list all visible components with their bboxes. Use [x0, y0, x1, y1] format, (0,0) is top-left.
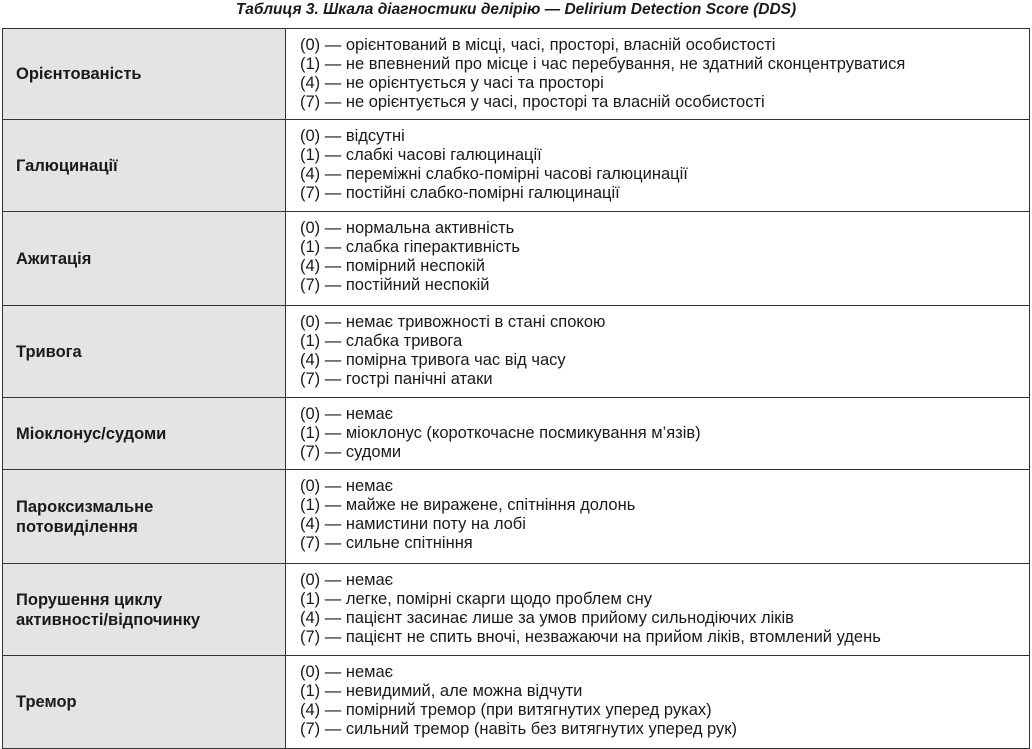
score-option: (0) — відсутні: [300, 127, 405, 145]
score-option: (1) — майже не виражене, спітніння долонь: [300, 496, 636, 514]
criterion-label: Тривога: [16, 342, 82, 361]
score-option: (0) — немає: [300, 571, 394, 589]
options-cell: [286, 564, 1030, 656]
table-row-sweating: [3, 470, 1030, 564]
score-option: (4) — не орієнтується у часі та просторі: [300, 74, 604, 92]
criterion-cell: [3, 656, 286, 749]
score-option: (0) — немає: [300, 663, 394, 681]
options-cell: [286, 306, 1030, 398]
score-option: (7) — сильний тремор (навіть без витягнутих уперед рук): [300, 720, 738, 738]
criterion-label: Орієнтованість: [16, 65, 142, 83]
options-cell: [286, 398, 1030, 470]
criterion-cell: [3, 306, 286, 398]
score-option: (0) — немає тривожності в стані спокою: [300, 313, 606, 331]
options-cell: [286, 212, 1030, 306]
options-cell: [286, 120, 1030, 212]
score-option: (7) — сильне спітніння: [300, 534, 473, 552]
criterion-label: Пароксизмальне потовиділення: [16, 497, 154, 536]
score-option: (7) — пацієнт не спить вночі, незважаючи на прийом ліків, втомлений удень: [300, 628, 881, 646]
criterion-label: Порушення циклу активності/відпочинку: [16, 590, 201, 629]
score-option: (7) — не орієнтується у часі, просторі та власній особистості: [300, 93, 765, 111]
table-caption: Таблиця 3. Шкала діагностики делірію — Delirium Detection Score (DDS): [235, 1, 797, 18]
dds-table: [2, 28, 1030, 749]
criterion-cell: [3, 120, 286, 212]
score-option: (1) — слабкі часові галюцинації: [300, 146, 542, 164]
score-option: (0) — орієнтований в місці, часі, просторі, власній особистості: [300, 36, 776, 54]
score-option: (7) — судоми: [300, 443, 402, 461]
options-cell: [286, 470, 1030, 564]
score-option: (4) — намистини поту на лобі: [300, 515, 526, 533]
score-option: (4) — помірний тремор (при витягнутих уперед руках): [300, 701, 712, 719]
score-option: (7) — постійний неспокій: [300, 276, 490, 294]
table-row-tremor: [3, 656, 1030, 749]
score-option: (1) — легке, помірні скарги щодо проблем сну: [300, 590, 653, 608]
score-option: (1) — слабка гіперактивність: [300, 238, 520, 256]
criterion-cell: [3, 29, 286, 120]
criterion-label: Тремор: [16, 693, 77, 711]
score-option: (0) — немає: [300, 405, 394, 423]
table-row-orientation: [3, 29, 1030, 120]
score-option: (1) — слабка тривога: [300, 332, 463, 350]
criterion-cell: [3, 212, 286, 306]
score-option: (1) — не впевнений про місце і час перебування, не здатний сконцентруватися: [300, 55, 906, 73]
options-cell: [286, 656, 1030, 749]
table-row-agitation: [3, 212, 1030, 306]
score-option: (0) — нормальна активність: [300, 219, 515, 237]
score-option: (7) — постійні слабко-помірні галюцинації: [300, 184, 620, 202]
score-option: (4) — помірний неспокій: [300, 257, 486, 275]
table-row-myoclonus: [3, 398, 1030, 470]
score-option: (1) — міоклонус (короткочасне посмикування м’язів): [300, 424, 701, 442]
criterion-cell: [3, 564, 286, 656]
score-option: (7) — гострі панічні атаки: [300, 370, 493, 388]
score-option: (4) — помірна тривога час від часу: [300, 351, 566, 369]
criterion-label: Ажитація: [16, 249, 92, 268]
criterion-label: Галюцинації: [16, 156, 118, 175]
criterion-label: Міоклонус/судоми: [16, 424, 167, 443]
table-row-sleep-cycle: [3, 564, 1030, 656]
score-option: (1) — невидимий, але можна відчути: [300, 682, 583, 700]
table-row-hallucinations: [3, 120, 1030, 212]
criterion-cell: [3, 398, 286, 470]
criterion-cell: [3, 470, 286, 564]
options-cell: [286, 29, 1030, 120]
score-option: (4) — пацієнт засинає лише за умов прийому сильнодіючих ліків: [300, 609, 794, 627]
score-option: (0) — немає: [300, 477, 394, 495]
score-option: (4) — переміжні слабко-помірні часові галюцинації: [300, 165, 688, 183]
table-row-anxiety: [3, 306, 1030, 398]
